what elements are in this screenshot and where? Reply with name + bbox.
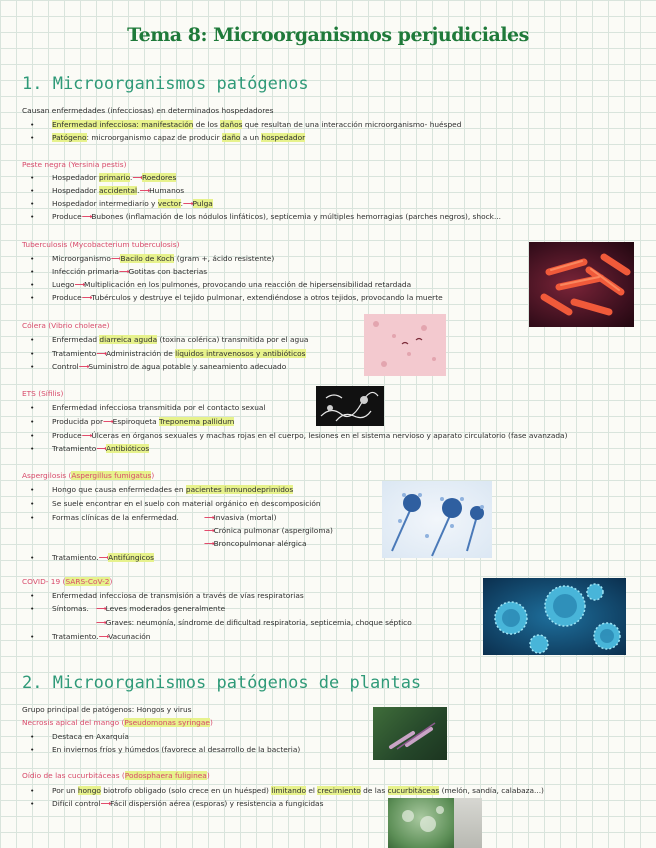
page-title: Tema 8: Microorganismos perjudiciales bbox=[127, 24, 529, 46]
list-item: • Hospedador accidental.⟶Humanos bbox=[52, 186, 184, 196]
powdery-mildew-image bbox=[454, 798, 482, 848]
coronavirus-image bbox=[483, 578, 626, 655]
arrow-icon: ⟶ bbox=[96, 618, 106, 627]
syphilis-microscopy-image bbox=[316, 386, 384, 426]
arrow-icon: ⟶ bbox=[96, 444, 106, 453]
cucurbit-leaf-image bbox=[388, 798, 454, 848]
arrow-icon: ⟶ bbox=[81, 293, 92, 302]
topic-title: Necrosis apical del mango (Pseudomonas syringae) bbox=[22, 718, 213, 727]
arrow-icon: ⟶ bbox=[103, 417, 113, 426]
list-item: • Luego⟶Multiplicación en los pulmones, provocando una reacción de hipersensibilidad retardada bbox=[52, 280, 411, 290]
arrow-icon: ⟶ bbox=[96, 604, 106, 613]
list-item: • Tratamiento.⟶Antifúngicos bbox=[52, 553, 154, 563]
list-item: • Tratamiento⟶Administración de líquidos intravenosos y antibióticos bbox=[52, 349, 306, 359]
arrow-icon: ⟶ bbox=[182, 199, 193, 208]
arrow-icon: ⟶ bbox=[81, 431, 92, 440]
intro-text: Grupo principal de patógenos: Hongos y virus bbox=[22, 705, 192, 714]
arrow-icon: ⟶ bbox=[204, 539, 214, 548]
topic-title: Oídio de las cucurbitáceas (Podosphaera fuliginea) bbox=[22, 771, 210, 780]
symptom: ⟶Leves moderados generalmente bbox=[96, 604, 226, 613]
list-item: • Se suele encontrar en el suelo con material orgánico en descomposición bbox=[52, 499, 321, 509]
topic-title: Cólera (Vibrio cholerae) bbox=[22, 321, 110, 330]
topic-title: Peste negra (Yersinia pestis) bbox=[22, 160, 127, 169]
arrow-icon: ⟶ bbox=[118, 267, 129, 276]
intro-text: Causan enfermedades (infecciosas) en determinados hospedadores bbox=[22, 106, 274, 115]
arrow-icon: ⟶ bbox=[110, 254, 121, 263]
arrow-icon: ⟶ bbox=[204, 513, 214, 522]
topic-title: Tuberculosis (Mycobacterium tuberculosis) bbox=[22, 240, 180, 249]
list-item: • En inviernos fríos y húmedos (favorece al desarrollo de la bacteria) bbox=[52, 745, 300, 755]
arrow-icon: ⟶ bbox=[74, 280, 85, 289]
topic-title: Aspergilosis (Aspergillus fumigatus) bbox=[22, 471, 155, 480]
arrow-icon: ⟶ bbox=[139, 186, 150, 195]
aspergillus-image bbox=[382, 481, 492, 558]
arrow-icon: ⟶ bbox=[78, 362, 89, 371]
list-item: • Produce⟶Bubones (inflamación de los nódulos linfáticos), septicemia y múltiples hemorragias (parches negros), shock... bbox=[52, 212, 501, 222]
list-item: • Control⟶Suministro de agua potable y saneamiento adecuado bbox=[52, 362, 286, 372]
list-item: • Produce⟶Úlceras en órganos sexuales y machas rojas en el cuerpo, lesiones en el sistema nervioso y aparato circulatorio (fase avanzada) bbox=[52, 431, 567, 441]
arrow-icon: ⟶ bbox=[132, 173, 142, 182]
list-item: • Difícil control⟶Fácil dispersión aérea (esporas) y resistencia a fungicidas bbox=[52, 799, 323, 809]
list-item: • Tratamiento⟶Antibióticos bbox=[52, 444, 149, 454]
arrow-icon: ⟶ bbox=[81, 212, 92, 221]
tuberculosis-bacteria-image bbox=[529, 242, 634, 327]
mango-necrosis-image bbox=[373, 707, 447, 760]
section-heading: 2. Microorganismos patógenos de plantas bbox=[22, 673, 422, 693]
list-item: • Enfermedad infecciosa de transmisión a través de vías respiratorias bbox=[52, 591, 304, 601]
list-item: • Hongo que causa enfermedades en pacientes inmunodeprimidos bbox=[52, 485, 293, 495]
arrow-icon: ⟶ bbox=[98, 632, 109, 641]
list-item: • Microorganismo⟶Bacilo de Koch (gram +, ácido resistente) bbox=[52, 254, 274, 264]
list-item: • Hospedador intermediario y vector.⟶Pulga bbox=[52, 199, 213, 209]
symptom: ⟶Graves: neumonía, síndrome de dificultad respiratoria, septicemia, choque séptico bbox=[96, 618, 412, 627]
list-item: • Enfermedad infecciosa transmitida por el contacto sexual bbox=[52, 403, 266, 413]
arrow-icon: ⟶ bbox=[100, 799, 111, 808]
list-item: • Formas clínicas de la enfermedad. bbox=[52, 513, 179, 523]
list-item: • Enfermedad infecciosa: manifestación de los daños que resultan de una interacción microorganismo- huésped bbox=[52, 120, 461, 130]
list-item: • Destaca en Axarquía bbox=[52, 732, 129, 742]
arrow-icon: ⟶ bbox=[96, 349, 106, 358]
clinical-form: ⟶Invasiva (mortal) bbox=[204, 513, 277, 522]
arrow-icon: ⟶ bbox=[98, 553, 109, 562]
list-item: • Patógeno: microorganismo capaz de producir daño a un hospedador bbox=[52, 133, 305, 143]
list-item: • Enfermedad diarreica aguda (toxina colérica) transmitida por el agua bbox=[52, 335, 308, 345]
topic-title: COVID- 19 (SARS-CoV-2) bbox=[22, 577, 113, 586]
topic-title: ETS (Sífilis) bbox=[22, 389, 64, 398]
list-item: • Producida por⟶Espiroqueta Treponema pallidum bbox=[52, 417, 234, 427]
section-heading: 1. Microorganismos patógenos bbox=[22, 74, 309, 94]
list-item: • Tratamiento.⟶Vacunación bbox=[52, 632, 150, 642]
list-item: • Por un hongo biotrofo obligado (solo crece en un huésped) limitando el crecimiento de las cucurbitáceas (melón, sandía, calabaza...) bbox=[52, 786, 544, 796]
cholera-microscopy-image bbox=[364, 314, 446, 376]
list-item: • Hospedador primario.⟶Roedores bbox=[52, 173, 176, 183]
list-item: • Síntomas. bbox=[52, 604, 89, 614]
arrow-icon: ⟶ bbox=[204, 526, 214, 535]
clinical-form: ⟶Broncopulmonar alérgica bbox=[204, 539, 307, 548]
list-item: • Infección primaria⟶Gotitas con bacterias bbox=[52, 267, 207, 277]
clinical-form: ⟶Crónica pulmonar (aspergiloma) bbox=[204, 526, 333, 535]
list-item: • Produce⟶Tubérculos y destruye el tejido pulmonar, extendiéndose a otros tejidos, provocando la muerte bbox=[52, 293, 443, 303]
